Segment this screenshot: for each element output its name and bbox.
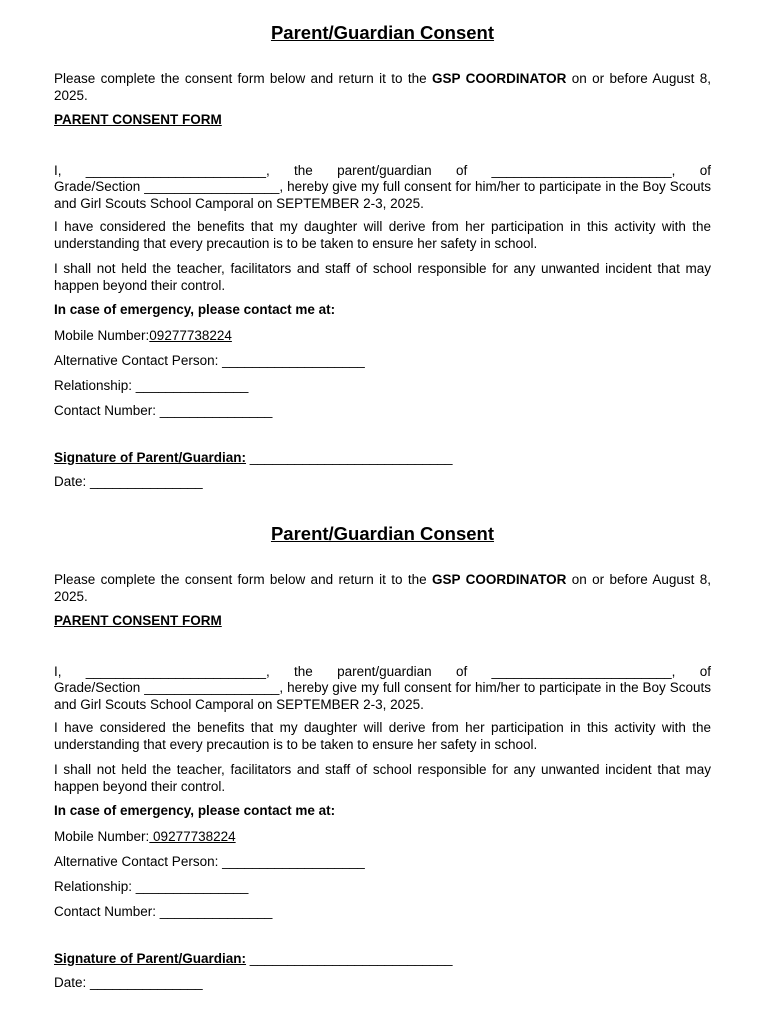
relationship-field: Relationship: _______________: [54, 878, 249, 894]
consent-line-1: I, ________________________, the parent/guardian of ________________________, of: [54, 162, 711, 178]
mobile-value: 09277738224: [149, 828, 236, 844]
liability-paragraph: I shall not held the teacher, facilitators and staff of school responsible for any unwanted incident that may happen beyond their control.: [54, 261, 711, 293]
benefits-paragraph: I have considered the benefits that my daughter will derive from her participation in this activity with the understanding that every precaution is to be taken to ensure her safety in school.: [54, 720, 711, 752]
emergency-heading: In case of emergency, please contact me at:: [54, 302, 336, 317]
liability-paragraph: I shall not held the teacher, facilitators and staff of school responsible for any unwanted incident that may happen beyond their control.: [54, 762, 711, 794]
signature-line: [54, 950, 711, 967]
intro-text: Please complete the consent form below and return it to the: [54, 572, 432, 587]
intro-paragraph: [54, 71, 711, 104]
intro-deadline: on or before August 8, 2025.: [54, 572, 712, 604]
mobile-number-line: [54, 828, 711, 845]
contact-number-field: Contact Number: _______________: [54, 402, 273, 418]
signature-label: Signature of Parent/Guardian:: [54, 950, 247, 966]
signature-label: Signature of Parent/Guardian:: [54, 449, 247, 465]
form-subheading: PARENT CONSENT FORM: [54, 613, 222, 628]
emergency-heading: In case of emergency, please contact me at:: [54, 803, 336, 818]
consent-line-2: Grade/Section __________________, hereby give my full consent for him/her to participate in the Boy Scouts and Girl Scouts School Camporal on SEPTEMBER 2-3, 2025.: [54, 179, 711, 211]
contact-number-field: Contact Number: _______________: [54, 903, 273, 919]
signature-blank: ___________________________: [246, 950, 453, 966]
date-field: Date: _______________: [54, 473, 203, 489]
relationship-field: Relationship: _______________: [54, 377, 249, 393]
consent-line-1: I, ________________________, the parent/guardian of ________________________, of: [54, 663, 711, 679]
signature-line: [54, 449, 711, 466]
coordinator-label: GSP COORDINATOR: [431, 71, 567, 86]
mobile-number-line: [54, 327, 711, 344]
consent-form-1: [54, 21, 711, 490]
form-title: Parent/Guardian Consent: [270, 523, 495, 544]
mobile-label: Mobile Number:: [54, 327, 150, 343]
form-subheading: PARENT CONSENT FORM: [54, 112, 222, 127]
mobile-value: 09277738224: [149, 327, 232, 343]
alt-contact-field: Alternative Contact Person: ___________________: [54, 352, 365, 368]
consent-form-2: [54, 522, 711, 991]
coordinator-label: GSP COORDINATOR: [431, 572, 567, 587]
mobile-label: Mobile Number:: [54, 828, 150, 844]
alt-contact-field: Alternative Contact Person: ___________________: [54, 853, 365, 869]
intro-text: Please complete the consent form below and return it to the: [54, 71, 432, 86]
intro-deadline: on or before August 8, 2025.: [54, 71, 712, 103]
benefits-paragraph: I have considered the benefits that my daughter will derive from her participation in this activity with the understanding that every precaution is to be taken to ensure her safety in school.: [54, 219, 711, 251]
form-title: Parent/Guardian Consent: [270, 22, 495, 43]
date-field: Date: _______________: [54, 974, 203, 990]
intro-paragraph: [54, 572, 711, 605]
consent-line-2: Grade/Section __________________, hereby give my full consent for him/her to participate in the Boy Scouts and Girl Scouts School Camporal on SEPTEMBER 2-3, 2025.: [54, 680, 711, 712]
signature-blank: ___________________________: [246, 449, 453, 465]
